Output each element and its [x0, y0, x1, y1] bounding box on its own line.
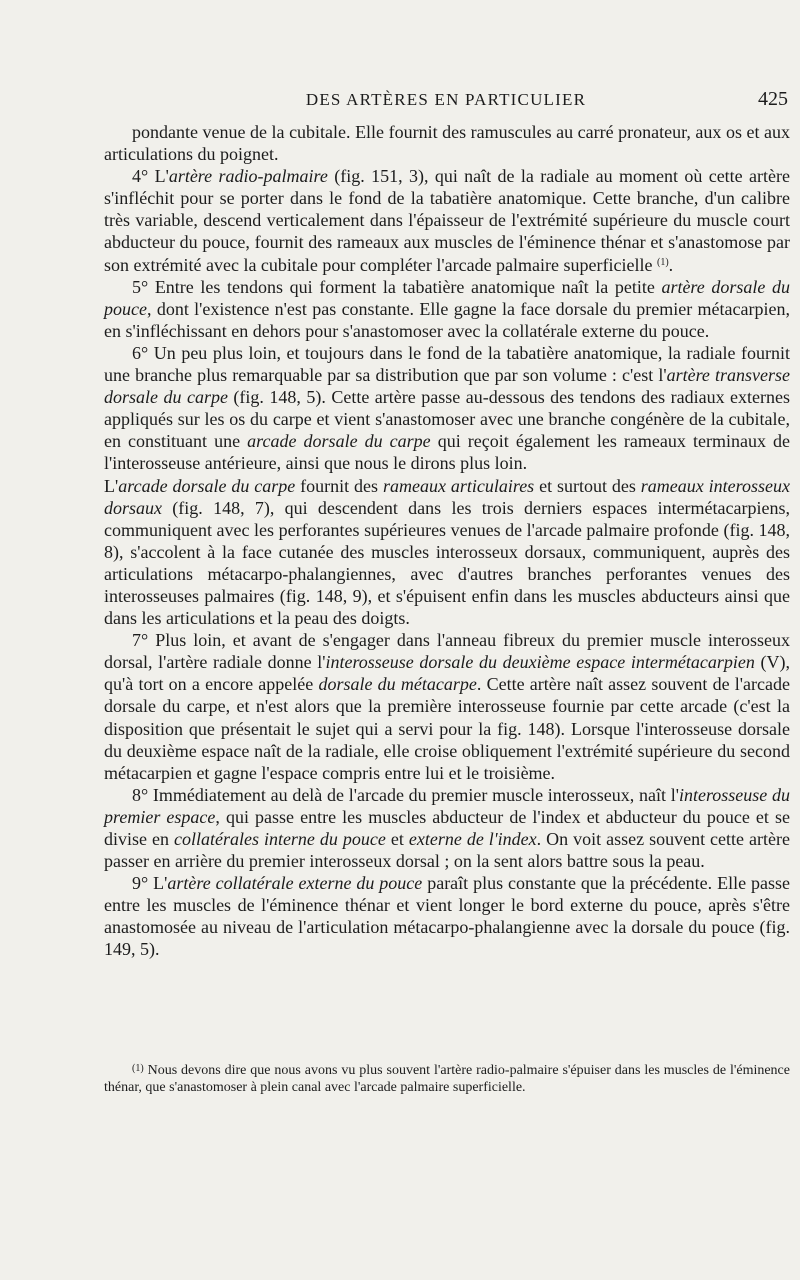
text-run: L': [104, 475, 119, 496]
paragraph: [104, 121, 790, 165]
italic-term: interosseuse dorsale du deuxième espace intermétacarpien: [325, 652, 755, 673]
text-run: fournit des: [295, 475, 383, 496]
page-number: 425: [758, 88, 788, 110]
text-run: 8° Immédiatement au delà de l'arcade du premier muscle interosseux, naît l': [132, 784, 679, 805]
paragraph: [104, 872, 790, 960]
italic-term: artère radio-palmaire: [168, 166, 328, 187]
text-run: . Cette artère naît assez souvent de l'arcade dorsale du carpe, et n'est alors que la première interosseuse fournie par cette arcade (c'est la disposition que présentait le sujet qui a servi pour la fig. 148). Lorsque l'interosseuse dorsale du deuxième espace naît de la radiale, elle croise obliquement l'extrémité supérieure du second métacarpien et gagne l'espace compris entre lui et le troisième.: [104, 674, 790, 783]
italic-term: arcade dorsale du carpe: [118, 475, 296, 496]
running-title: DES ARTÈRES EN PARTICULIER: [305, 90, 587, 109]
text-run: Nous devons dire que nous avons vu plus souvent l'artère radio-palmaire s'épuiser dans les muscles de l'éminence thénar, que s'anastomoser à plein canal avec l'arcade palmaire superficielle.: [104, 1063, 790, 1095]
paragraph: [104, 629, 790, 784]
italic-term: artère transverse dorsale du carpe: [104, 365, 791, 408]
text-run: et surtout des: [534, 475, 641, 496]
text-run: 9° L': [132, 873, 168, 894]
body-text: [104, 121, 790, 961]
text-run: (fig. 148, 5). Cette artère passe au-dessous des tendons des radiaux externes appliqués sur les os du carpe et vient s'anastomoser avec une branche congénère de la cubitale, en constituant une: [104, 387, 791, 452]
text-run: .: [668, 254, 674, 275]
text-run: , dont l'existence n'est pas constante. Elle gagne la face dorsale du premier métacarpien, en s'infléchissant en dehors pour s'anastomoser avec la collatérale externe du pouce.: [104, 298, 790, 341]
paragraph: [104, 276, 790, 342]
text-run: 7° Plus loin, et avant de s'engager dans l'anneau fibreux du premier muscle interosseux dorsal, l'artère radiale donne l': [104, 630, 790, 673]
paragraph: [104, 342, 790, 475]
text-run: 5° Entre les tendons qui forment la tabatière anatomique naît la petite: [132, 276, 662, 297]
text-run: qui reçoit également les rameaux terminaux de l'interosseuse antérieure, ainsi que nous le dirons plus loin.: [104, 431, 790, 474]
text-run: (V), qu'à tort on a encore appelée: [104, 652, 790, 695]
footnote: [104, 1062, 790, 1096]
text-run: pondante venue de la cubitale. Elle fournit des ramuscules au carré pronateur, aux os et aux articulations du poignet.: [104, 122, 790, 165]
paragraph: [104, 475, 790, 630]
paragraph: [104, 784, 790, 872]
italic-term: dorsale du métacarpe: [318, 674, 477, 695]
text-run: (fig. 148, 7), qui descendent dans les trois derniers espaces intermétacarpiens, communiquent avec les perforantes supérieures venues de l'arcade palmaire profonde (fig. 148, 8), s'accolent à la face cutanée des muscles interosseux dorsaux, communiquent, auprès des articulations métacarpo-phalangiennes, avec d'autres branches perforantes venues des interosseuses palmaires (fig. 148, 9), et s'épuisent enfin dans les muscles abducteurs ainsi que dans les articulations et la peau des doigts.: [104, 497, 790, 629]
italic-term: interosseuse du premier espace: [104, 784, 790, 827]
text-run: paraît plus constante que la précédente. Elle passe entre les muscles de l'éminence thénar et vient longer le bord externe du pouce, après s'être anastomosée au niveau de l'articulation métacarpo-phalangienne avec la dorsale du pouce (fig. 149, 5).: [104, 873, 790, 960]
text-run: 6° Un peu plus loin, et toujours dans le fond de la tabatière anatomique, la radiale fournit une branche plus remarquable par sa distribution que par son volume : c'est l': [104, 342, 790, 386]
italic-term: arcade dorsale du carpe: [247, 431, 431, 452]
paragraph: [104, 165, 790, 275]
italic-term: rameaux articulaires: [382, 475, 535, 496]
italic-term: artère dorsale du pouce: [104, 276, 790, 319]
italic-term: rameaux interosseux dorsaux: [104, 475, 790, 518]
page-header: [104, 88, 788, 116]
footnote-marker: (1): [132, 1063, 144, 1074]
italic-term: externe de l'index: [408, 829, 537, 849]
text-run: (fig. 151, 3), qui naît de la radiale au moment où cette artère s'infléchit pour se porter dans le fond de la tabatière anatomique. Cette branche, d'un calibre très variable, descend verticalement dans l'épaisseur de l'extrémité supérieure du muscle court abducteur du pouce, fournit des rameaux aux muscles de l'éminence thénar et s'anastomose par son extrémité avec la cubitale pour compléter l'arcade palmaire superficielle: [104, 166, 791, 275]
footnote-marker: (1): [656, 256, 669, 268]
text-run: 4° L': [132, 166, 169, 187]
text-run: et: [385, 829, 409, 849]
text-run: , qui passe entre les muscles abducteur de l'index et abducteur du pouce et se divise en: [104, 806, 790, 849]
italic-term: artère collatérale externe du pouce: [167, 873, 423, 894]
text-run: . On voit assez souvent cette artère passer en arrière du premier interosseux dorsal ; on la sent alors battre sous la peau.: [104, 829, 790, 872]
italic-term: collatérales interne du pouce: [173, 829, 386, 849]
